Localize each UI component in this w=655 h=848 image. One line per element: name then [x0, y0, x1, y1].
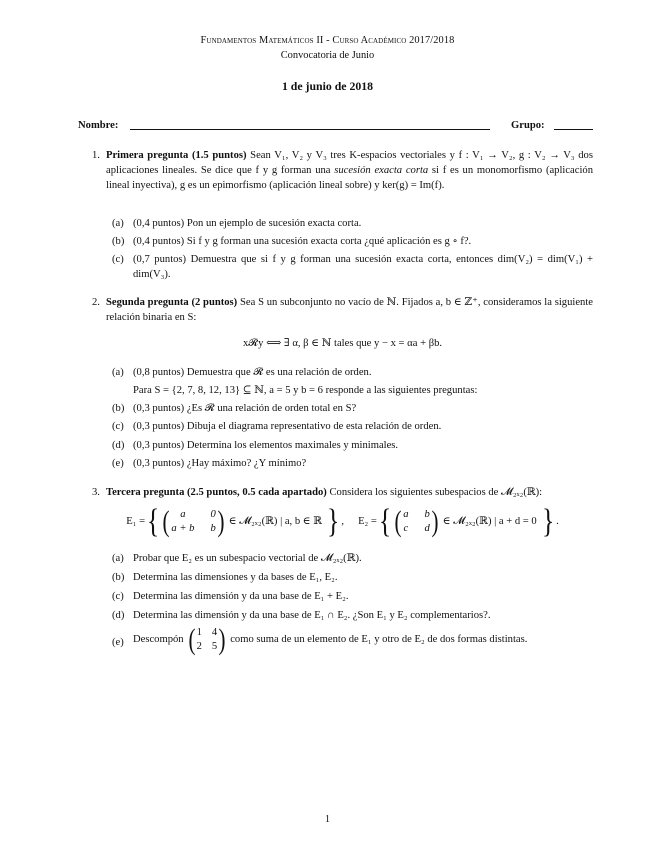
- e2-rhs: ∈ 𝓜₂ₓ₂(ℝ) | a + d = 0: [442, 516, 537, 528]
- q2-item-b: [112, 401, 593, 416]
- matrix-entry: 5: [211, 641, 218, 652]
- end-period: .: [556, 516, 559, 528]
- question-2-text: Sea S un subconjunto no vacío de ℕ. Fijados a, b ∈ ℤ⁺, consideramos la siguiente relación binaria en S:: [106, 297, 593, 324]
- item-text: Determina las dimensión y da una base de E₁ + E₂.: [133, 591, 349, 602]
- question-1-title: Primera pregunta (1.5 puntos): [106, 150, 247, 161]
- open-paren: (: [162, 505, 170, 538]
- question-3-statement: [106, 485, 593, 500]
- item-text: Probar que E₂ es un subespacio vectorial de 𝓜₂ₓ₂(ℝ).: [133, 553, 362, 564]
- question-1: [92, 148, 593, 193]
- item-label: (a): [112, 218, 124, 229]
- item-text: (0,7 puntos) Demuestra que si f y g forman una sucesión exacta corta, entonces dim(V₂) = dim(V₁) + dim(V₃).: [133, 254, 593, 281]
- open-brace: {: [147, 503, 160, 540]
- q2-item-e: [112, 456, 593, 471]
- q3-item-e: [112, 625, 593, 655]
- item-text: (0,4 puntos) Si f y g forman una sucesión exacta corta ¿qué aplicación es g ∘ f?.: [133, 236, 472, 247]
- item-label: (d): [112, 440, 125, 451]
- exam-date: 1 de junio de 2018: [281, 78, 374, 93]
- e1-matrix: [171, 508, 215, 536]
- item-text: (0,3 puntos) ¿Hay máximo? ¿Y mínimo?: [133, 458, 307, 469]
- item-post-text: como suma de un elemento de E₁ y otro de E₂ de dos formas distintas.: [230, 634, 528, 646]
- question-number: 1.: [92, 150, 100, 161]
- matrix-entry: 2: [196, 641, 202, 652]
- close-paren: ): [217, 505, 225, 538]
- exam-call: Convocatoria de Junio: [280, 49, 375, 61]
- item-label: (b): [112, 403, 125, 414]
- e1-lhs: E₁ =: [126, 516, 146, 528]
- item-label: (b): [112, 572, 125, 583]
- close-paren: ): [431, 505, 439, 538]
- item-pre-text: Descompón: [133, 634, 184, 646]
- item-text: (0,8 puntos) Demuestra que 𝓡 es una relación de orden.: [133, 367, 372, 378]
- item-text: (0,3 puntos) Dibuja el diagrama representativo de esta relación de orden.: [133, 421, 442, 432]
- group-field-line[interactable]: [554, 129, 593, 130]
- e2-lhs: E₂ =: [358, 516, 377, 528]
- relation-formula: x𝓡y ⟺ ∃ α, β ∈ ℕ tales que y − x = αa + βb.: [242, 338, 443, 349]
- subspace-definitions: [92, 505, 593, 539]
- q2-note: [112, 383, 593, 398]
- question-3-title: Tercera pregunta (2.5 puntos, 0.5 cada apartado): [106, 487, 327, 498]
- matrix-entry: a + b: [171, 523, 195, 534]
- q3-item-d: [112, 608, 593, 623]
- q3-item-b: [112, 570, 593, 585]
- item-label: (c): [112, 254, 124, 265]
- question-3: [92, 485, 593, 500]
- e2-matrix: [403, 508, 430, 536]
- item-label: (d): [112, 610, 125, 621]
- student-info-row: [78, 118, 593, 134]
- question-number: 3.: [92, 487, 100, 498]
- item-text: Determina las dimensiones y da bases de E₁, E₂.: [133, 572, 338, 583]
- matrix-entry: 4: [211, 627, 218, 639]
- open-paren: (: [188, 623, 196, 656]
- item-label: (a): [112, 367, 124, 378]
- question-1-emphasis: sucesión exacta corta: [334, 165, 429, 177]
- item-label: (e): [112, 458, 124, 469]
- q2-item-a: [112, 365, 593, 380]
- item-text: Para S = {2, 7, 8, 12, 13} ⊆ ℕ, a = 5 y b = 6 responde a las siguientes preguntas:: [133, 385, 478, 396]
- page-number: 1: [324, 814, 331, 825]
- name-label: Nombre:: [78, 120, 119, 131]
- item-text: [133, 625, 593, 655]
- item-label: (c): [112, 421, 124, 432]
- matrix-entry: b: [210, 523, 216, 534]
- q1-item-c: [112, 252, 593, 282]
- item-label: (c): [112, 591, 124, 602]
- q2-item-c: [112, 419, 593, 434]
- item-text: (0,3 puntos) Determina los elementos maximales y minimales.: [133, 440, 399, 451]
- e1-rhs: ∈ 𝓜₂ₓ₂(ℝ) | a, b ∈ ℝ: [228, 516, 323, 528]
- matrix-entry: c: [403, 523, 409, 534]
- separator: ,: [341, 516, 345, 528]
- q1-item-b: [112, 234, 593, 249]
- course-title: Fundamentos Matemáticos II - Curso Académico 2017/2018: [200, 35, 455, 46]
- item-text: (0,4 puntos) Pon un ejemplo de sucesión exacta corta.: [133, 218, 362, 229]
- name-field-line[interactable]: [130, 129, 490, 130]
- matrix-entry: 1: [196, 627, 202, 639]
- q2-item-d: [112, 438, 593, 453]
- matrix-entry: 0: [210, 509, 216, 521]
- question-3-text: Considera los siguientes subespacios de 𝓜₂ₓ₂(ℝ):: [326, 487, 543, 498]
- matrix-entry: a: [180, 509, 186, 521]
- item-text: (0,3 puntos) ¿Es 𝓡 una relación de orden total en S?: [133, 403, 357, 414]
- item-label: (a): [112, 553, 124, 564]
- question-2-statement: [106, 295, 593, 325]
- question-1-text-b: si f es un monomorfismo (aplicación lineal inyectiva), g es un epimorfismo (aplicación lineal sobre) y ker(g) = Im(f).: [106, 165, 593, 192]
- open-brace: {: [378, 503, 392, 540]
- close-brace: }: [327, 503, 340, 540]
- matrix-entry: a: [403, 509, 409, 521]
- question-2: [92, 295, 593, 325]
- question-2-title: Segunda pregunta (2 puntos): [106, 297, 238, 308]
- close-paren: ): [218, 623, 226, 656]
- question-1-text-a: Sean V₁, V₂ y V₃ tres K-espacios vectoriales y f : V₁ → V₂, g : V₂ → V₃ dos aplicaciones lineales. Se dice que f y g forman una: [106, 150, 593, 177]
- open-paren: (: [394, 505, 402, 538]
- question-number: 2.: [92, 297, 100, 308]
- close-brace: }: [541, 503, 555, 540]
- q1-item-a: [112, 216, 593, 231]
- item-text: Determina las dimensión y da una base de E₁ ∩ E₂. ¿Son E₁ y E₂ complementarios?.: [133, 610, 491, 621]
- q3-item-c: [112, 589, 593, 604]
- decompose-matrix: [197, 626, 218, 654]
- matrix-entry: b: [424, 509, 430, 521]
- question-1-statement: [106, 148, 593, 193]
- item-label: (b): [112, 236, 125, 247]
- q3-item-a: [112, 551, 593, 566]
- group-label: Grupo:: [511, 120, 545, 131]
- item-label: (e): [112, 637, 124, 648]
- matrix-entry: d: [424, 523, 430, 534]
- exam-header: [0, 34, 655, 94]
